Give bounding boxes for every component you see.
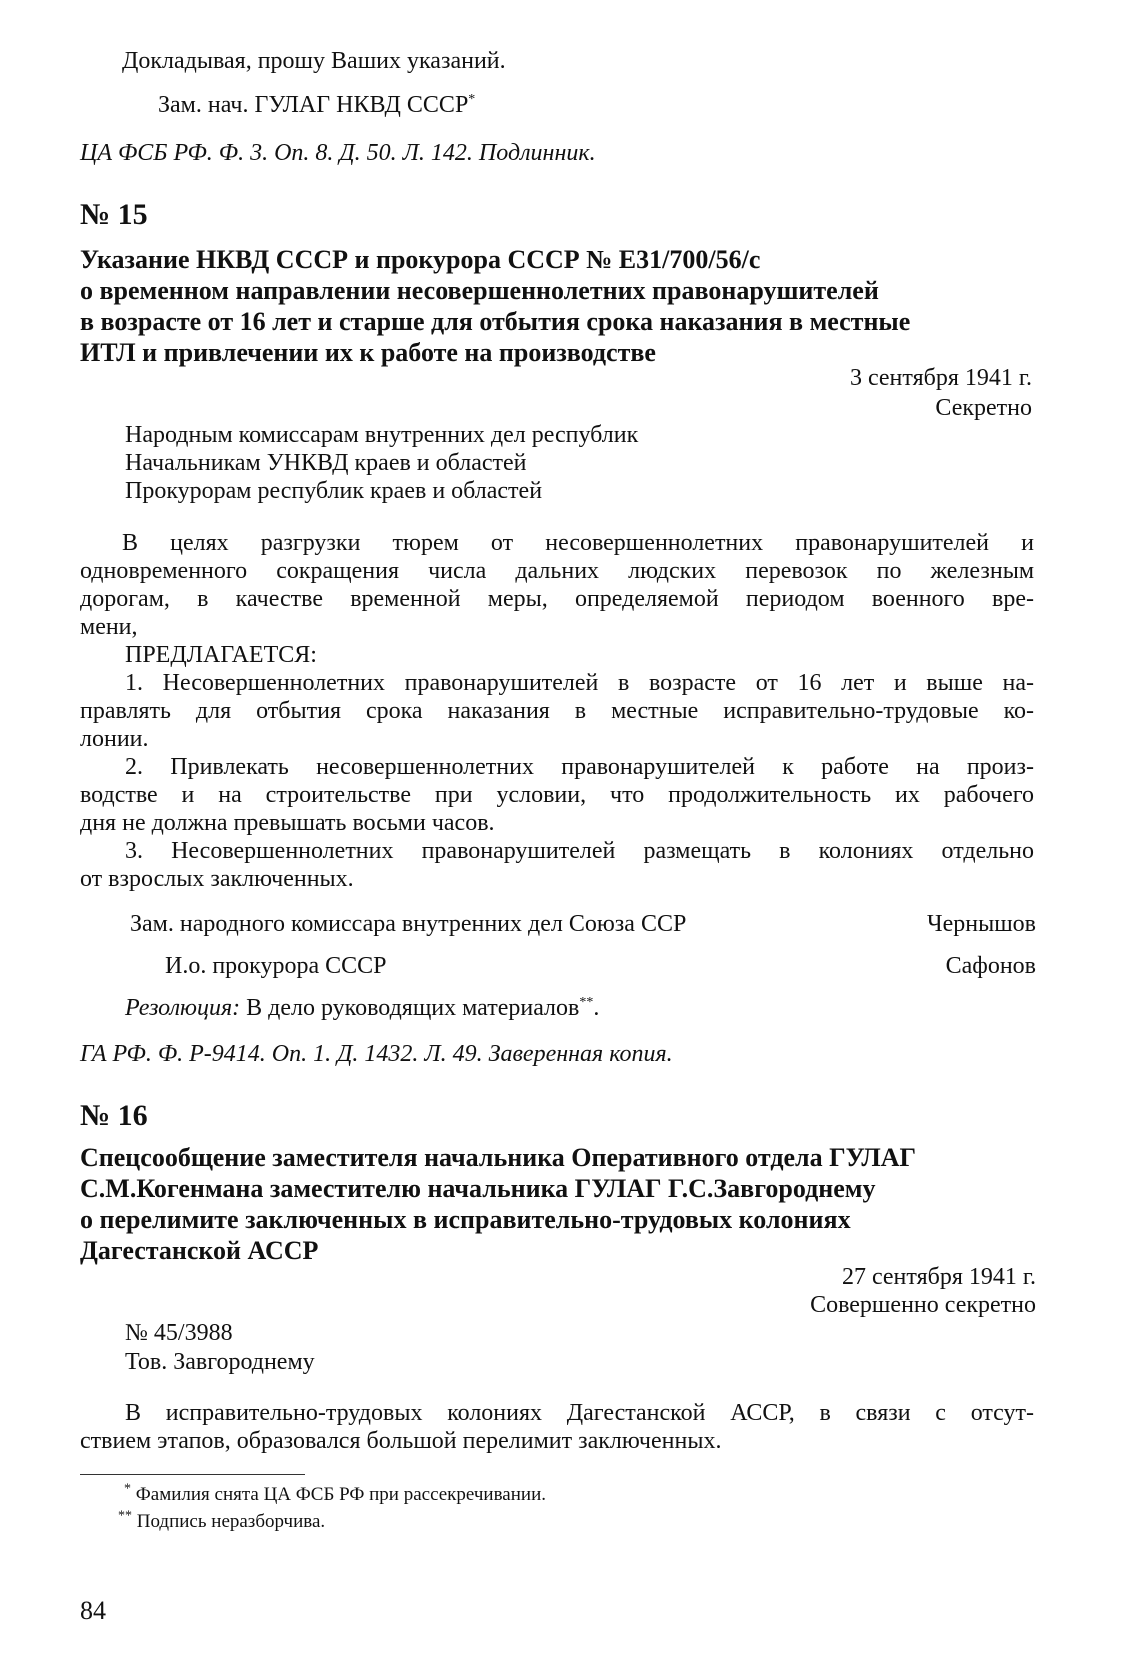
doc15-archive-ref: ГА РФ. Ф. Р-9414. Оп. 1. Д. 1432. Л. 49. Заверенная копия. bbox=[80, 1041, 673, 1067]
doc15-title-line: в возрасте от 16 лет и старше для отбытия срока наказания в местные bbox=[80, 307, 911, 336]
footnote-rule bbox=[80, 1474, 305, 1475]
doc16-body-line: ствием этапов, образовался большой перелимит заключенных. bbox=[80, 1428, 722, 1454]
doc15-preamble-line: В целях разгрузки тюрем от несовершеннолетних правонарушителей и bbox=[122, 530, 1034, 556]
doc15-sign1-title: Зам. народного комиссара внутренних дел Союза ССР bbox=[130, 911, 687, 937]
doc15-item1-line: лонии. bbox=[80, 726, 149, 752]
prev-signer bbox=[158, 90, 475, 120]
closing-line: Докладывая, прошу Ваших указаний. bbox=[122, 48, 506, 74]
doc16-title-line: С.М.Когенмана заместителю начальника ГУЛАГ Г.С.Завгороднему bbox=[80, 1174, 876, 1203]
page-number: 84 bbox=[80, 1596, 106, 1625]
resolution-mark: ** bbox=[579, 995, 594, 1010]
resolution-text: В дело руководящих материалов bbox=[246, 995, 580, 1021]
prev-signer-mark: * bbox=[468, 92, 476, 107]
doc15-title-line: ИТЛ и привлечении их к работе на производстве bbox=[80, 338, 656, 367]
doc15-classification: Секретно bbox=[935, 395, 1032, 421]
doc16-title-line: Дагестанской АССР bbox=[80, 1236, 319, 1265]
doc16-title-line: о перелимите заключенных в исправительно-трудовых колониях bbox=[80, 1205, 851, 1234]
doc15-item2-line: 2. Привлекать несовершеннолетних правонарушителей к работе на произ- bbox=[125, 754, 1034, 780]
doc16-number: № 16 bbox=[80, 1099, 148, 1132]
doc15-item1-line: 1. Несовершеннолетних правонарушителей в возрасте от 16 лет и выше на- bbox=[125, 670, 1034, 696]
doc15-number: № 15 bbox=[80, 198, 148, 231]
doc16-recipient: Тов. Завгороднему bbox=[125, 1349, 315, 1375]
doc15-preamble-line: дорогам, в качестве временной меры, определяемой периодом военного вре- bbox=[80, 586, 1034, 612]
footnote bbox=[118, 1510, 325, 1534]
footnote-mark: * bbox=[124, 1481, 131, 1497]
doc15-sign2-title: И.о. прокурора СССР bbox=[165, 953, 387, 979]
footnote-text: Подпись неразборчива. bbox=[136, 1511, 326, 1532]
doc15-preamble-line: одновременного сокращения числа дальних людских перевозок по железным bbox=[80, 558, 1034, 584]
resolution-label: Резолюция: bbox=[125, 995, 241, 1021]
doc15-sign1-name: Чернышов bbox=[926, 911, 1036, 937]
doc16-title-line: Спецсообщение заместителя начальника Оперативного отдела ГУЛАГ bbox=[80, 1143, 917, 1172]
doc15-resolution: Резолюция: В дело руководящих материалов**. bbox=[125, 995, 600, 1021]
doc16-date: 27 сентября 1941 г. bbox=[841, 1264, 1036, 1290]
doc15-item3-line: от взрослых заключенных. bbox=[80, 866, 354, 892]
doc15-addressee: Прокурорам республик краев и областей bbox=[125, 478, 543, 504]
prev-signer-text: Зам. нач. ГУЛАГ НКВД СССР bbox=[158, 92, 469, 118]
doc15-item2-line: дня не должна превышать восьми часов. bbox=[80, 810, 495, 836]
doc15-title-line: Указание НКВД СССР и прокурора СССР № Е31/700/56/с bbox=[80, 245, 761, 274]
prev-archive-ref: ЦА ФСБ РФ. Ф. 3. Оп. 8. Д. 50. Л. 142. Подлинник. bbox=[80, 140, 596, 166]
doc15-addressee: Начальникам УНКВД краев и областей bbox=[125, 450, 527, 476]
doc15-title-line: о временном направлении несовершеннолетних правонарушителей bbox=[80, 276, 879, 305]
doc15-item2-line: водстве и на строительстве при условии, что продолжительность их рабочего bbox=[80, 782, 1034, 808]
doc15-item3-line: 3. Несовершеннолетних правонарушителей размещать в колониях отдельно bbox=[125, 838, 1034, 864]
footnote bbox=[124, 1483, 546, 1507]
doc16-classification: Совершенно секретно bbox=[810, 1292, 1036, 1318]
doc15-item1-line: правлять для отбытия срока наказания в местные исправительно-трудовые ко- bbox=[80, 698, 1034, 724]
doc15-proposal-heading: ПРЕДЛАГАЕТСЯ: bbox=[125, 642, 317, 668]
doc16-body-line: В исправительно-трудовых колониях Дагестанской АССР, в связи с отсут- bbox=[125, 1400, 1034, 1426]
footnote-mark: ** bbox=[118, 1508, 132, 1524]
doc15-sign2-name: Сафонов bbox=[945, 953, 1036, 979]
doc16-ref-number: № 45/3988 bbox=[125, 1320, 233, 1346]
doc15-preamble-line: мени, bbox=[80, 614, 138, 640]
footnote-text: Фамилия снята ЦА ФСБ РФ при рассекречивании. bbox=[135, 1484, 546, 1505]
doc15-date: 3 сентября 1941 г. bbox=[849, 365, 1032, 391]
doc15-addressee: Народным комиссарам внутренних дел республик bbox=[125, 422, 639, 448]
